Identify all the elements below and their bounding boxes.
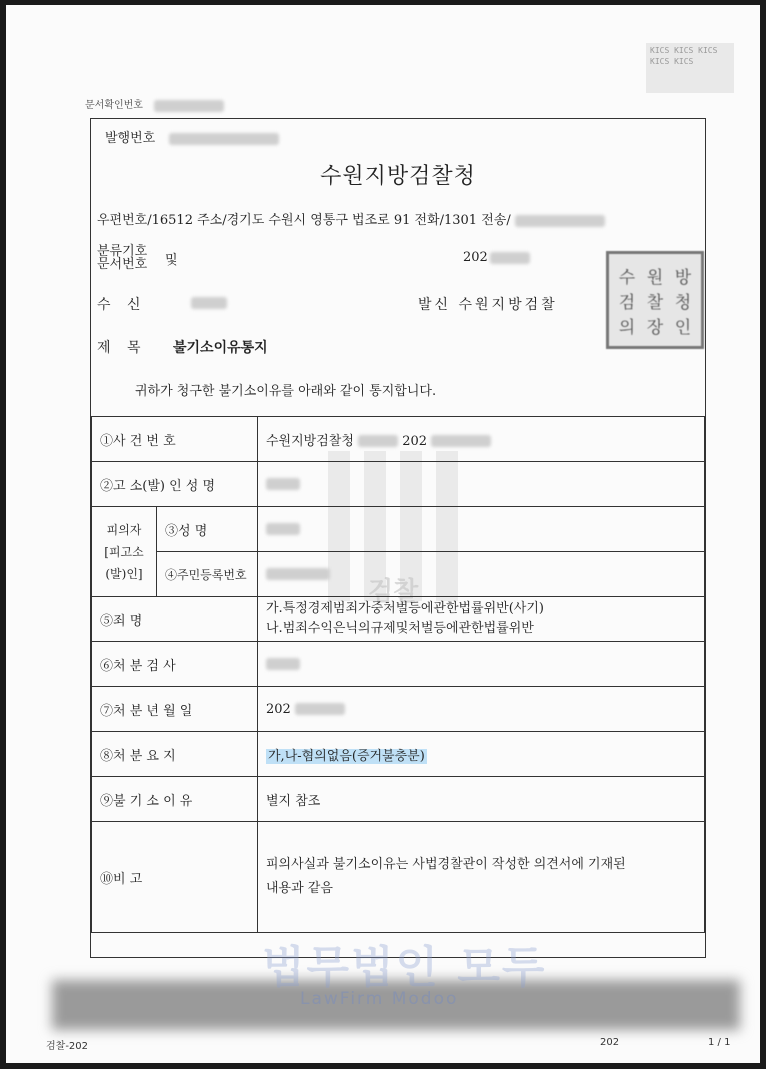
official-seal (606, 251, 704, 349)
redacted-case-number (431, 435, 491, 447)
remarks-value (258, 822, 705, 933)
agency-title: 수원지방검찰청 (320, 164, 476, 189)
redacted-recipient (191, 297, 227, 309)
disposition-summary-value (258, 732, 705, 777)
classification-label-line2: 문서번호 (97, 257, 148, 272)
redacted-fax (515, 215, 605, 227)
non-prosecution-reason-label: ⑨불 기 소 이 유 (92, 777, 258, 822)
seal-char: 원 (646, 267, 664, 288)
redacted-suspect-id (266, 568, 330, 580)
table-row (92, 822, 705, 933)
table-row (92, 552, 705, 597)
corner-stamp: KICS KICS KICS KICS KICS (646, 43, 734, 93)
redacted-confirm-number (154, 100, 224, 112)
disposition-date-label: ⑦처 분 년 월 일 (92, 687, 258, 732)
address-line: 우편번호/16512 주소/경기도 수원시 영통구 법조로 91 전화/1301 전송/ (97, 209, 605, 228)
intro-text: 귀하가 청구한 불기소이유를 아래와 같이 통지합니다. (135, 384, 437, 399)
redacted-suspect-name (266, 523, 300, 535)
redacted-issue-number (169, 133, 279, 145)
confirm-number-label: 문서확인번호 (85, 100, 143, 111)
recipient-label: 수 신 (97, 297, 147, 313)
seal-char: 수 (618, 267, 636, 288)
watermark: 법무법인 모두 (262, 942, 547, 993)
notice-form (90, 118, 706, 958)
footer-date: 202 (600, 1037, 620, 1048)
complainant-label: ②고 소(발) 인 성 명 (92, 462, 258, 507)
subject-label: 제 목 (97, 340, 147, 356)
seal-char: 방 (674, 267, 692, 288)
seal-char: 검 (618, 292, 636, 313)
highlighted-disposition: 가,나-혐의없음(증거불충분) (268, 748, 425, 764)
emblem-label: 검찰 (368, 577, 419, 607)
table-row (92, 507, 705, 552)
classification-label-line1: 분류기호 (97, 244, 148, 259)
seal-char: 장 (646, 317, 664, 338)
seal-char: 의 (618, 317, 636, 338)
confirm-number-row (85, 96, 224, 112)
suspect-name-label: ③성 명 (157, 507, 258, 552)
document-page (6, 5, 760, 1063)
table-row (92, 687, 705, 732)
subject: 불기소이유통지 (173, 340, 268, 356)
table-row (92, 777, 705, 822)
notice-table (91, 416, 705, 933)
complainant-value (258, 462, 705, 507)
table-row (92, 597, 705, 642)
charge-item: 가.특정경제범죄가중처벌등에관한법률위반(사기) (266, 601, 544, 616)
disposition-date-value: 202 (258, 687, 705, 732)
non-prosecution-reason-value: 별지 참조 (258, 777, 705, 822)
redacted-date (490, 252, 530, 264)
seal-char: 청 (674, 292, 692, 313)
watermark-sub: LawFirm Modoo (300, 989, 459, 1009)
footer-page-number: 1 / 1 (708, 1037, 731, 1048)
seal-char: 찰 (646, 292, 664, 313)
issue-number-label: 발행번호 (105, 131, 156, 146)
table-row (92, 462, 705, 507)
redacted-complainant (266, 478, 300, 490)
case-number-value: 수원지방검찰청 202 (258, 417, 705, 462)
remarks-label: ⑩비 고 (92, 822, 258, 933)
sender: 발신 수원지방검찰 (418, 297, 558, 313)
suspect-id-label: ④주민등록번호 (157, 552, 258, 597)
remarks-line: 피의사실과 불기소이유는 사법경찰관이 작성한 의견서에 기재된 (266, 857, 626, 872)
prosecutor-value (258, 642, 705, 687)
seal-char: 인 (674, 317, 692, 338)
prosecutor-label: ⑥처 분 검 사 (92, 642, 258, 687)
charges-value (258, 597, 705, 642)
charges-label: ⑤죄 명 (92, 597, 258, 642)
classification-label (97, 245, 147, 271)
remarks-line: 내용과 같음 (266, 881, 333, 896)
suspect-group-label: 피의자 [피고소(발)인] (92, 507, 157, 597)
redacted-case-part (358, 435, 398, 447)
case-number-label: ①사 건 번 호 (92, 417, 258, 462)
classification-and: 및 (165, 253, 178, 268)
suspect-id-value (258, 552, 705, 597)
redacted-disposition-date (295, 703, 345, 715)
footer-doc-code: 검찰-202 (46, 1041, 89, 1052)
disposition-summary-label: ⑧처 분 요 지 (92, 732, 258, 777)
document-date: 202 (463, 250, 530, 265)
issue-number-row (105, 127, 279, 146)
table-row (92, 417, 705, 462)
suspect-name-value (258, 507, 705, 552)
redacted-prosecutor (266, 658, 300, 670)
table-row (92, 642, 705, 687)
charge-item: 나.범죄수익은닉의규제및처벌등에관한법률위반 (266, 621, 534, 636)
table-row (92, 732, 705, 777)
